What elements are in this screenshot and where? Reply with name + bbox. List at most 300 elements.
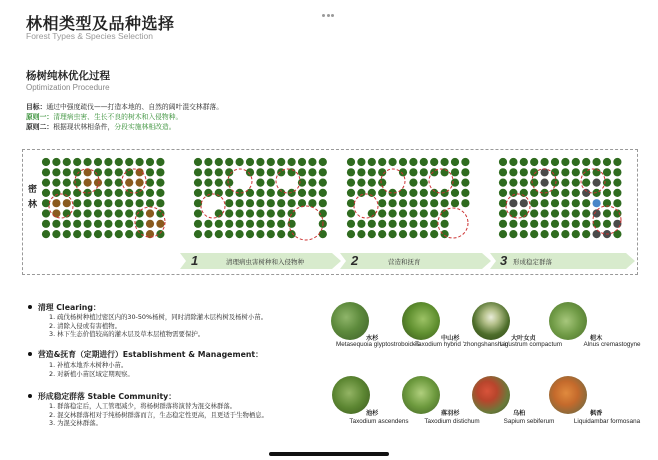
tree-marker bbox=[236, 230, 244, 238]
tree-marker bbox=[267, 179, 275, 187]
new-sapling-marker bbox=[593, 179, 601, 187]
tree-marker bbox=[572, 199, 580, 207]
tree-marker bbox=[73, 168, 81, 176]
tree-marker bbox=[42, 158, 50, 166]
step-two-number: 2 bbox=[351, 253, 359, 268]
zhongshanshan-photo bbox=[402, 302, 440, 340]
tree-marker bbox=[572, 230, 580, 238]
tree-marker bbox=[582, 209, 590, 217]
tree-marker bbox=[541, 199, 549, 207]
taxodium-distichum-photo bbox=[402, 376, 440, 414]
tree-marker bbox=[277, 189, 285, 197]
tree-marker bbox=[430, 230, 438, 238]
diseased-tree-marker bbox=[84, 179, 92, 187]
tree-marker bbox=[94, 158, 102, 166]
tree-marker bbox=[63, 220, 71, 228]
tree-marker bbox=[420, 230, 428, 238]
diseased-tree-marker bbox=[52, 209, 60, 217]
bullet-icon bbox=[28, 394, 32, 398]
species-latin-name: Metasequoia glyptostroboides bbox=[336, 341, 420, 348]
tree-marker bbox=[73, 220, 81, 228]
diseased-tree-marker bbox=[94, 179, 102, 187]
tree-marker bbox=[267, 189, 275, 197]
tree-marker bbox=[551, 209, 559, 217]
species-latin-name: Taxodium hybrid 'zhongshanshan' bbox=[415, 341, 510, 348]
tree-marker bbox=[613, 230, 621, 238]
step-one-number: 1 bbox=[191, 253, 199, 268]
tree-marker bbox=[94, 220, 102, 228]
tree-marker bbox=[52, 220, 60, 228]
tree-marker bbox=[368, 220, 376, 228]
tree-marker bbox=[94, 199, 102, 207]
tree-marker bbox=[204, 220, 212, 228]
tree-marker bbox=[520, 168, 528, 176]
tree-marker bbox=[194, 189, 202, 197]
tree-marker bbox=[368, 230, 376, 238]
tree-marker bbox=[368, 179, 376, 187]
tree-marker bbox=[136, 199, 144, 207]
tree-marker bbox=[215, 230, 223, 238]
tree-marker bbox=[541, 230, 549, 238]
tree-marker bbox=[451, 158, 459, 166]
sapium-photo bbox=[472, 376, 510, 414]
tree-marker bbox=[256, 168, 264, 176]
tree-marker bbox=[582, 179, 590, 187]
tree-marker bbox=[267, 168, 275, 176]
tree-marker bbox=[499, 220, 507, 228]
tree-marker bbox=[84, 209, 92, 217]
tree-marker bbox=[582, 220, 590, 228]
alnus-photo bbox=[549, 302, 587, 340]
tree-marker bbox=[409, 179, 417, 187]
tree-marker bbox=[509, 209, 517, 217]
tree-marker bbox=[451, 199, 459, 207]
tree-marker bbox=[551, 158, 559, 166]
tree-marker bbox=[430, 158, 438, 166]
stage-clearing-grid bbox=[192, 156, 332, 248]
tree-marker bbox=[277, 199, 285, 207]
tree-marker bbox=[146, 179, 154, 187]
tree-marker bbox=[530, 209, 538, 217]
principle-one-line bbox=[26, 112, 182, 122]
diseased-tree-marker bbox=[52, 199, 60, 207]
tree-marker bbox=[288, 199, 296, 207]
tree-marker bbox=[347, 168, 355, 176]
tree-marker bbox=[430, 189, 438, 197]
tree-marker bbox=[319, 230, 327, 238]
clearing-item: 3. 林下生态价值较高的灌木层及草本层植物需要保护。 bbox=[49, 330, 205, 338]
step-three-arrow bbox=[490, 252, 636, 270]
tree-marker bbox=[461, 168, 469, 176]
tree-marker bbox=[204, 189, 212, 197]
tree-marker bbox=[225, 209, 233, 217]
diseased-tree-marker bbox=[136, 179, 144, 187]
tree-marker bbox=[399, 209, 407, 217]
tree-marker bbox=[156, 199, 164, 207]
species-cn-name: 大叶女贞 bbox=[511, 335, 536, 342]
tree-marker bbox=[430, 209, 438, 217]
tree-marker bbox=[277, 230, 285, 238]
tree-marker bbox=[267, 230, 275, 238]
tree-marker bbox=[225, 199, 233, 207]
tree-marker bbox=[451, 168, 459, 176]
tree-marker bbox=[42, 168, 50, 176]
tree-marker bbox=[204, 158, 212, 166]
tree-marker bbox=[84, 199, 92, 207]
tree-marker bbox=[236, 158, 244, 166]
step-two-label: 营造和抚育 bbox=[388, 258, 421, 266]
tree-marker bbox=[420, 220, 428, 228]
tree-marker bbox=[399, 230, 407, 238]
tree-marker bbox=[409, 158, 417, 166]
step-three-number: 3 bbox=[500, 253, 508, 268]
tree-marker bbox=[582, 158, 590, 166]
tree-marker bbox=[146, 168, 154, 176]
tree-marker bbox=[389, 158, 397, 166]
tree-marker bbox=[215, 168, 223, 176]
tree-marker bbox=[215, 220, 223, 228]
tree-marker bbox=[368, 158, 376, 166]
stable-community-item: 2. 混交林群落相对于纯杨树群落而言，生态稳定性更高，且更适于生物栖息。 bbox=[49, 410, 269, 419]
tree-marker bbox=[125, 209, 133, 217]
tree-marker bbox=[63, 168, 71, 176]
tree-marker bbox=[572, 189, 580, 197]
step-three-label: 形成稳定群落 bbox=[513, 258, 552, 266]
tree-marker bbox=[256, 179, 264, 187]
tree-marker bbox=[509, 179, 517, 187]
tree-marker bbox=[115, 168, 123, 176]
tree-marker bbox=[593, 220, 601, 228]
liquidambar-photo bbox=[549, 376, 587, 414]
tree-marker bbox=[420, 158, 428, 166]
tree-marker bbox=[520, 220, 528, 228]
tree-marker bbox=[499, 158, 507, 166]
tree-marker bbox=[541, 158, 549, 166]
tree-marker bbox=[94, 189, 102, 197]
tree-marker bbox=[194, 230, 202, 238]
tree-marker bbox=[409, 199, 417, 207]
tree-marker bbox=[204, 230, 212, 238]
diseased-tree-marker bbox=[63, 199, 71, 207]
tree-marker bbox=[115, 189, 123, 197]
tree-marker bbox=[298, 179, 306, 187]
tree-marker bbox=[582, 199, 590, 207]
stage-stable-grid bbox=[497, 156, 632, 248]
tree-marker bbox=[451, 189, 459, 197]
tree-marker bbox=[319, 189, 327, 197]
tree-marker bbox=[156, 189, 164, 197]
tree-marker bbox=[572, 209, 580, 217]
tree-marker bbox=[104, 220, 112, 228]
tree-marker bbox=[194, 209, 202, 217]
species-latin-name: Sapium sebiferum bbox=[503, 418, 555, 425]
tree-marker bbox=[73, 230, 81, 238]
tree-marker bbox=[246, 220, 254, 228]
stable-community-item: 3. 为混交林群落。 bbox=[49, 419, 102, 427]
tree-marker bbox=[277, 158, 285, 166]
tree-marker bbox=[357, 179, 365, 187]
tree-marker bbox=[530, 189, 538, 197]
tree-marker bbox=[104, 199, 112, 207]
principle-one-text: 清理病虫害、生长不良的树木和入侵物种。 bbox=[53, 113, 183, 121]
tree-marker bbox=[499, 179, 507, 187]
taxodium-ascendens-photo bbox=[332, 376, 370, 414]
tree-marker bbox=[63, 230, 71, 238]
stage-initial-grid bbox=[40, 156, 170, 248]
tree-marker bbox=[136, 158, 144, 166]
tree-marker bbox=[613, 179, 621, 187]
tree-marker bbox=[409, 209, 417, 217]
tree-marker bbox=[441, 158, 449, 166]
tree-marker bbox=[368, 168, 376, 176]
tree-marker bbox=[561, 158, 569, 166]
principle-two-highlight: 分段实施林相改造。 bbox=[114, 123, 176, 131]
tree-marker bbox=[551, 220, 559, 228]
tree-marker bbox=[204, 168, 212, 176]
tree-marker bbox=[256, 199, 264, 207]
species-latin-name: Alnus cremastogyne bbox=[583, 341, 641, 348]
tree-marker bbox=[399, 220, 407, 228]
tree-marker bbox=[125, 199, 133, 207]
new-sapling-marker bbox=[582, 189, 590, 197]
tree-marker bbox=[288, 158, 296, 166]
tree-marker bbox=[593, 158, 601, 166]
tree-marker bbox=[561, 220, 569, 228]
tree-marker bbox=[246, 230, 254, 238]
species-latin-name: Liquidambar formosana bbox=[573, 418, 641, 425]
new-sapling-marker bbox=[541, 179, 549, 187]
tree-marker bbox=[441, 220, 449, 228]
tree-marker bbox=[194, 158, 202, 166]
tree-marker bbox=[509, 220, 517, 228]
goal-text: 通过中强度疏伐——打造本地的、自然的阔叶混交林群落。 bbox=[46, 103, 224, 111]
tree-marker bbox=[236, 220, 244, 228]
ligustrum-photo bbox=[472, 302, 510, 340]
tree-marker bbox=[84, 230, 92, 238]
tree-marker bbox=[389, 209, 397, 217]
tree-marker bbox=[499, 189, 507, 197]
tree-marker bbox=[308, 158, 316, 166]
species-latin-name: Taxodium distichum bbox=[424, 418, 480, 425]
tree-marker bbox=[277, 220, 285, 228]
tree-marker bbox=[256, 189, 264, 197]
tree-marker bbox=[156, 168, 164, 176]
stable-community-heading: 形成稳定群落 Stable Community： bbox=[28, 391, 176, 402]
tree-marker bbox=[530, 220, 538, 228]
tree-marker bbox=[319, 158, 327, 166]
establishment-heading: 营造&抚育（定期进行）Establishment & Management： bbox=[28, 349, 263, 360]
tree-marker bbox=[298, 189, 306, 197]
tree-marker bbox=[42, 209, 50, 217]
tree-marker bbox=[73, 179, 81, 187]
tree-marker bbox=[277, 209, 285, 217]
principle-two-text: 根据现状林相条件， bbox=[53, 123, 115, 131]
tree-marker bbox=[347, 209, 355, 217]
section-title: 杨树纯林优化过程 bbox=[26, 70, 110, 82]
tree-marker bbox=[146, 158, 154, 166]
tree-marker bbox=[347, 158, 355, 166]
tree-marker bbox=[441, 230, 449, 238]
bullet-icon bbox=[28, 352, 32, 356]
tree-marker bbox=[347, 220, 355, 228]
tree-marker bbox=[63, 179, 71, 187]
tree-marker bbox=[461, 199, 469, 207]
tree-marker bbox=[308, 189, 316, 197]
tree-marker bbox=[530, 199, 538, 207]
tree-marker bbox=[42, 230, 50, 238]
tree-marker bbox=[499, 209, 507, 217]
tree-marker bbox=[420, 179, 428, 187]
tree-marker bbox=[357, 168, 365, 176]
tree-marker bbox=[520, 158, 528, 166]
species-cn-name: 中山杉 bbox=[441, 335, 460, 342]
tree-marker bbox=[319, 168, 327, 176]
tree-marker bbox=[451, 179, 459, 187]
tree-marker bbox=[441, 199, 449, 207]
tree-marker bbox=[246, 168, 254, 176]
tree-marker bbox=[347, 230, 355, 238]
tree-marker bbox=[156, 158, 164, 166]
diseased-tree-marker bbox=[146, 220, 154, 228]
tree-marker bbox=[461, 179, 469, 187]
tree-marker bbox=[613, 199, 621, 207]
tree-marker bbox=[520, 230, 528, 238]
tree-marker bbox=[409, 220, 417, 228]
tree-marker bbox=[399, 168, 407, 176]
tree-marker bbox=[42, 220, 50, 228]
tree-marker bbox=[73, 158, 81, 166]
tree-marker bbox=[94, 230, 102, 238]
tree-marker bbox=[551, 179, 559, 187]
tree-marker bbox=[541, 220, 549, 228]
tree-marker bbox=[52, 179, 60, 187]
tree-marker bbox=[561, 209, 569, 217]
tree-marker bbox=[551, 230, 559, 238]
tree-marker bbox=[94, 209, 102, 217]
tree-marker bbox=[530, 179, 538, 187]
tree-marker bbox=[204, 179, 212, 187]
tree-marker bbox=[267, 199, 275, 207]
tree-marker bbox=[461, 189, 469, 197]
tree-marker bbox=[125, 158, 133, 166]
tree-marker bbox=[136, 230, 144, 238]
tree-marker bbox=[42, 179, 50, 187]
tree-marker bbox=[613, 189, 621, 197]
tree-marker bbox=[530, 168, 538, 176]
clearing-item: 2. 清除入侵或有害植物。 bbox=[49, 321, 122, 330]
species-cn-name: 水杉 bbox=[366, 335, 379, 342]
goal-line bbox=[26, 102, 223, 112]
principle-one-key: 原则一： bbox=[26, 113, 54, 121]
tree-marker bbox=[409, 230, 417, 238]
tree-marker bbox=[308, 168, 316, 176]
tree-marker bbox=[136, 220, 144, 228]
tree-marker bbox=[420, 199, 428, 207]
tree-marker bbox=[561, 230, 569, 238]
tree-marker bbox=[73, 189, 81, 197]
tree-marker bbox=[499, 168, 507, 176]
page-title: 林相类型及品种选择 bbox=[26, 14, 175, 33]
tree-marker bbox=[52, 158, 60, 166]
species-cn-name: 落羽杉 bbox=[441, 410, 460, 417]
tree-marker bbox=[430, 220, 438, 228]
tree-marker bbox=[357, 230, 365, 238]
tree-marker bbox=[246, 199, 254, 207]
tree-marker bbox=[115, 209, 123, 217]
tree-marker bbox=[267, 158, 275, 166]
establishment-item: 2. 对新植小苗区域定期观察。 bbox=[49, 369, 134, 378]
home-indicator[interactable] bbox=[269, 452, 389, 456]
tree-marker bbox=[603, 220, 611, 228]
tree-marker bbox=[561, 199, 569, 207]
tree-marker bbox=[409, 168, 417, 176]
principle-two-line bbox=[26, 122, 176, 132]
tree-marker bbox=[42, 189, 50, 197]
species-cn-name: 枫香 bbox=[590, 410, 603, 417]
species-cn-name: 池杉 bbox=[366, 410, 379, 417]
tree-marker bbox=[378, 199, 386, 207]
principle-two-key: 原则二： bbox=[26, 123, 54, 131]
tree-marker bbox=[256, 230, 264, 238]
new-sapling-marker bbox=[593, 199, 601, 207]
tree-marker bbox=[52, 189, 60, 197]
dense-forest-label: 密林 bbox=[28, 185, 38, 210]
tree-marker bbox=[256, 220, 264, 228]
tree-marker bbox=[357, 189, 365, 197]
tree-marker bbox=[572, 158, 580, 166]
tree-marker bbox=[194, 220, 202, 228]
tree-marker bbox=[115, 199, 123, 207]
tree-marker bbox=[104, 168, 112, 176]
tree-marker bbox=[236, 199, 244, 207]
bullet-icon bbox=[28, 305, 32, 309]
tree-marker bbox=[582, 230, 590, 238]
tree-marker bbox=[156, 179, 164, 187]
stage-establishment-grid bbox=[345, 156, 475, 248]
tree-marker bbox=[561, 189, 569, 197]
tree-marker bbox=[52, 230, 60, 238]
tree-marker bbox=[347, 189, 355, 197]
tree-marker bbox=[104, 209, 112, 217]
establishment-item: 1. 补植本地乔木树种小苗。 bbox=[49, 361, 128, 369]
tree-marker bbox=[572, 179, 580, 187]
section-subtitle: Optimization Procedure bbox=[26, 83, 110, 92]
tree-marker bbox=[194, 168, 202, 176]
tree-marker bbox=[156, 230, 164, 238]
tree-marker bbox=[572, 168, 580, 176]
tree-marker bbox=[319, 179, 327, 187]
more-options-icon[interactable] bbox=[322, 2, 336, 6]
tree-marker bbox=[215, 158, 223, 166]
tree-marker bbox=[357, 158, 365, 166]
diseased-tree-marker bbox=[156, 220, 164, 228]
tree-marker bbox=[399, 199, 407, 207]
tree-marker bbox=[246, 209, 254, 217]
species-latin-name: Ligustrum compactum bbox=[500, 341, 562, 348]
clearing-heading: 清理 Clearing： bbox=[28, 302, 101, 313]
tree-marker bbox=[603, 179, 611, 187]
step-one-label: 清理病虫害树种和入侵物种 bbox=[226, 258, 304, 266]
tree-marker bbox=[613, 168, 621, 176]
tree-marker bbox=[378, 230, 386, 238]
tree-marker bbox=[399, 158, 407, 166]
tree-marker bbox=[561, 168, 569, 176]
tree-marker bbox=[308, 199, 316, 207]
tree-marker bbox=[256, 158, 264, 166]
tree-marker bbox=[420, 209, 428, 217]
tree-marker bbox=[541, 209, 549, 217]
species-cn-name: 桤木 bbox=[590, 335, 603, 342]
